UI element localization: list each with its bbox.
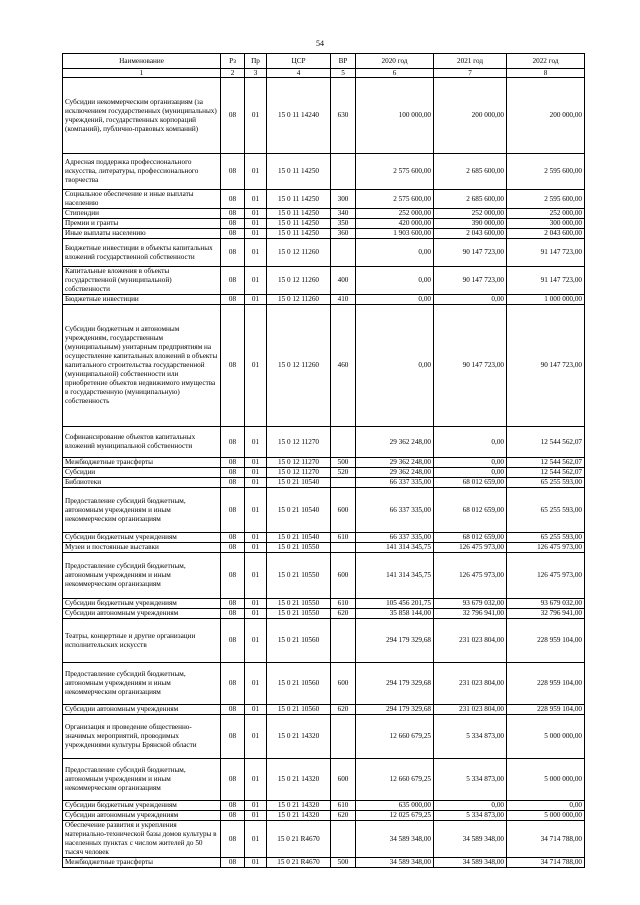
row-rz: 08 [221, 295, 245, 305]
row-name: Субсидии автономным учреждениям [63, 609, 221, 619]
row-2020: 66 337 335,00 [356, 478, 434, 488]
row-pr: 01 [245, 858, 267, 868]
row-csr: 15 0 21 14320 [267, 811, 331, 821]
row-2022: 93 679 032,00 [507, 599, 585, 609]
row-2020: 35 858 144,00 [356, 609, 434, 619]
row-name: Адресная поддержка профессионального искусства, литературы, профессионального творчества [63, 154, 221, 190]
row-2021: 0,00 [434, 427, 507, 458]
row-pr: 01 [245, 468, 267, 478]
row-2021: 126 475 973,00 [434, 553, 507, 599]
row-name: Премии и гранты [63, 219, 221, 229]
row-pr: 01 [245, 533, 267, 543]
row-2021: 90 147 723,00 [434, 239, 507, 267]
column-number: 3 [245, 69, 267, 78]
row-csr: 15 0 12 11260 [267, 239, 331, 267]
table-row [63, 190, 585, 209]
header-row [63, 54, 585, 69]
row-csr: 15 0 11 14250 [267, 229, 331, 239]
row-vr: 360 [331, 229, 356, 239]
row-rz: 08 [221, 543, 245, 553]
row-csr: 15 0 21 10550 [267, 553, 331, 599]
row-csr: 15 0 11 14240 [267, 78, 331, 154]
row-2020: 34 589 348,00 [356, 858, 434, 868]
row-rz: 08 [221, 759, 245, 801]
column-number: 6 [356, 69, 434, 78]
row-vr: 500 [331, 858, 356, 868]
table-row [63, 543, 585, 553]
row-2021: 231 023 804,00 [434, 619, 507, 663]
row-2022: 12 544 562,07 [507, 427, 585, 458]
row-2022: 200 000,00 [507, 78, 585, 154]
budget-table [62, 53, 585, 868]
row-rz: 08 [221, 267, 245, 295]
header-csr: ЦСР [267, 54, 331, 69]
row-name: Стипендии [63, 209, 221, 219]
row-name: Межбюджетные трансферты [63, 458, 221, 468]
row-rz: 08 [221, 209, 245, 219]
table-row [63, 239, 585, 267]
row-2020: 34 589 348,00 [356, 821, 434, 858]
row-vr: 620 [331, 705, 356, 715]
row-name: Библиотеки [63, 478, 221, 488]
row-2021: 34 589 348,00 [434, 821, 507, 858]
row-2021: 68 012 659,00 [434, 478, 507, 488]
row-pr: 01 [245, 154, 267, 190]
row-2020: 0,00 [356, 267, 434, 295]
row-pr: 01 [245, 488, 267, 533]
row-csr: 15 0 12 11270 [267, 468, 331, 478]
row-pr: 01 [245, 619, 267, 663]
row-rz: 08 [221, 821, 245, 858]
header-2021: 2021 год [434, 54, 507, 69]
header-2020: 2020 год [356, 54, 434, 69]
row-vr [331, 427, 356, 458]
row-2020: 1 903 600,00 [356, 229, 434, 239]
row-2021: 126 475 973,00 [434, 543, 507, 553]
row-2021: 5 334 873,00 [434, 811, 507, 821]
row-name: Предоставление субсидий бюджетным, автономным учреждениям и иным некоммерческим организациям [63, 759, 221, 801]
table-row [63, 458, 585, 468]
row-vr [331, 715, 356, 759]
table-row [63, 821, 585, 858]
row-2020: 294 179 329,68 [356, 705, 434, 715]
row-2021: 68 012 659,00 [434, 488, 507, 533]
table-row [63, 267, 585, 295]
row-csr: 15 0 12 11260 [267, 295, 331, 305]
row-rz: 08 [221, 229, 245, 239]
row-2022: 91 147 723,00 [507, 239, 585, 267]
row-vr: 620 [331, 811, 356, 821]
column-number: 4 [267, 69, 331, 78]
row-pr: 01 [245, 209, 267, 219]
row-2022: 5 000 000,00 [507, 759, 585, 801]
row-2022: 228 959 104,00 [507, 619, 585, 663]
table-row [63, 759, 585, 801]
table-row [63, 305, 585, 427]
table-row [63, 219, 585, 229]
row-name: Театры, концертные и другие организации исполнительских искусств [63, 619, 221, 663]
row-2020: 141 314 345,75 [356, 543, 434, 553]
row-2021: 231 023 804,00 [434, 705, 507, 715]
table-row [63, 599, 585, 609]
row-pr: 01 [245, 609, 267, 619]
row-2022: 91 147 723,00 [507, 267, 585, 295]
row-csr: 15 0 11 14250 [267, 209, 331, 219]
row-rz: 08 [221, 305, 245, 427]
row-vr: 460 [331, 305, 356, 427]
row-pr: 01 [245, 801, 267, 811]
row-2020: 12 660 679,25 [356, 759, 434, 801]
row-2022: 300 000,00 [507, 219, 585, 229]
row-2021: 93 679 032,00 [434, 599, 507, 609]
column-number: 1 [63, 69, 221, 78]
row-csr: 15 0 21 10550 [267, 543, 331, 553]
row-csr: 15 0 11 14250 [267, 219, 331, 229]
row-2021: 0,00 [434, 295, 507, 305]
row-rz: 08 [221, 609, 245, 619]
row-rz: 08 [221, 619, 245, 663]
row-rz: 08 [221, 801, 245, 811]
row-name: Межбюджетные трансферты [63, 858, 221, 868]
row-2022: 12 544 562,07 [507, 458, 585, 468]
row-vr: 410 [331, 295, 356, 305]
row-2020: 100 000,00 [356, 78, 434, 154]
row-name: Иные выплаты населению [63, 229, 221, 239]
row-rz: 08 [221, 811, 245, 821]
row-name: Социальное обеспечение и иные выплаты населению [63, 190, 221, 209]
table-row [63, 478, 585, 488]
row-pr: 01 [245, 190, 267, 209]
row-vr: 300 [331, 190, 356, 209]
row-pr: 01 [245, 759, 267, 801]
row-rz: 08 [221, 468, 245, 478]
row-vr [331, 543, 356, 553]
row-2022: 0,00 [507, 801, 585, 811]
row-vr: 630 [331, 78, 356, 154]
row-2020: 252 000,00 [356, 209, 434, 219]
column-number-row [63, 69, 585, 78]
row-2022: 90 147 723,00 [507, 305, 585, 427]
row-2021: 390 000,00 [434, 219, 507, 229]
row-2020: 294 179 329,68 [356, 619, 434, 663]
row-2021: 32 796 941,00 [434, 609, 507, 619]
column-number: 5 [331, 69, 356, 78]
row-vr: 610 [331, 533, 356, 543]
row-2022: 2 595 600,00 [507, 190, 585, 209]
row-2022: 34 714 788,00 [507, 821, 585, 858]
row-vr: 610 [331, 599, 356, 609]
table-row [63, 553, 585, 599]
row-rz: 08 [221, 239, 245, 267]
row-pr: 01 [245, 553, 267, 599]
row-2021: 90 147 723,00 [434, 267, 507, 295]
row-2021: 200 000,00 [434, 78, 507, 154]
table-row [63, 663, 585, 705]
row-2022: 5 000 000,00 [507, 811, 585, 821]
row-name: Субсидии автономным учреждениям [63, 705, 221, 715]
row-name: Предоставление субсидий бюджетным, автономным учреждениям и иным некоммерческим организациям [63, 553, 221, 599]
table-row [63, 811, 585, 821]
row-csr: 15 0 21 10540 [267, 533, 331, 543]
header-2022: 2022 год [507, 54, 585, 69]
row-csr: 15 0 21 10560 [267, 619, 331, 663]
row-2021: 2 685 600,00 [434, 190, 507, 209]
table-row [63, 154, 585, 190]
row-2022: 228 959 104,00 [507, 705, 585, 715]
row-rz: 08 [221, 427, 245, 458]
row-name: Субсидии [63, 468, 221, 478]
row-vr [331, 619, 356, 663]
row-pr: 01 [245, 478, 267, 488]
row-rz: 08 [221, 488, 245, 533]
header-vr: ВР [331, 54, 356, 69]
table-row [63, 427, 585, 458]
row-name: Музеи и постоянные выставки [63, 543, 221, 553]
row-name: Капитальные вложения в объекты государственной (муниципальной) собственности [63, 267, 221, 295]
row-pr: 01 [245, 599, 267, 609]
row-name: Предоставление субсидий бюджетным, автономным учреждениям и иным некоммерческим организациям [63, 663, 221, 705]
row-2020: 12 025 679,25 [356, 811, 434, 821]
header-rz: Рз [221, 54, 245, 69]
row-csr: 15 0 11 14250 [267, 190, 331, 209]
row-pr: 01 [245, 229, 267, 239]
row-rz: 08 [221, 599, 245, 609]
row-vr: 600 [331, 488, 356, 533]
row-name: Софинансирование объектов капитальных вложений муниципальной собственности [63, 427, 221, 458]
row-csr: 15 0 21 14320 [267, 801, 331, 811]
row-2020: 2 575 600,00 [356, 154, 434, 190]
row-pr: 01 [245, 427, 267, 458]
row-vr [331, 478, 356, 488]
row-pr: 01 [245, 811, 267, 821]
row-2020: 105 456 201,75 [356, 599, 434, 609]
table-row [63, 609, 585, 619]
row-rz: 08 [221, 663, 245, 705]
row-2021: 2 685 600,00 [434, 154, 507, 190]
row-vr [331, 154, 356, 190]
row-vr: 500 [331, 458, 356, 468]
row-2020: 294 179 329,68 [356, 663, 434, 705]
row-2022: 228 959 104,00 [507, 663, 585, 705]
row-vr: 520 [331, 468, 356, 478]
row-csr: 15 0 12 11260 [267, 267, 331, 295]
table-row [63, 78, 585, 154]
row-pr: 01 [245, 305, 267, 427]
row-pr: 01 [245, 458, 267, 468]
row-csr: 15 0 21 10560 [267, 663, 331, 705]
row-csr: 15 0 21 10540 [267, 488, 331, 533]
row-pr: 01 [245, 267, 267, 295]
row-csr: 15 0 21 10560 [267, 705, 331, 715]
row-2020: 29 362 248,00 [356, 427, 434, 458]
row-2020: 141 314 345,75 [356, 553, 434, 599]
row-vr: 610 [331, 801, 356, 811]
row-2022: 126 475 973,00 [507, 553, 585, 599]
row-rz: 08 [221, 533, 245, 543]
table-row [63, 209, 585, 219]
row-csr: 15 0 21 10550 [267, 609, 331, 619]
row-name: Обеспечение развития и укрепления материально-технической базы домов культуры в населенных пунктах с числом жителей до 50 тысяч человек [63, 821, 221, 858]
row-name: Субсидии некоммерческим организациям (за исключением государственных (муниципальных) учреждений, государственных корпораций (компаний), публично-правовых компаний) [63, 78, 221, 154]
row-vr [331, 821, 356, 858]
row-2020: 0,00 [356, 239, 434, 267]
table-row [63, 295, 585, 305]
row-2022: 252 000,00 [507, 209, 585, 219]
row-csr: 15 0 21 R4670 [267, 858, 331, 868]
row-name: Бюджетные инвестиции [63, 295, 221, 305]
row-name: Бюджетные инвестиции в объекты капитальных вложений государственной собственности [63, 239, 221, 267]
table-row [63, 468, 585, 478]
row-name: Субсидии бюджетным учреждениям [63, 801, 221, 811]
row-name: Субсидии автономным учреждениям [63, 811, 221, 821]
row-2022: 65 255 593,00 [507, 478, 585, 488]
header-name: Наименование [63, 54, 221, 69]
row-vr: 600 [331, 759, 356, 801]
row-2022: 65 255 593,00 [507, 533, 585, 543]
row-2022: 2 043 600,00 [507, 229, 585, 239]
table-row [63, 229, 585, 239]
row-2020: 2 575 600,00 [356, 190, 434, 209]
column-number: 2 [221, 69, 245, 78]
row-2020: 635 000,00 [356, 801, 434, 811]
row-pr: 01 [245, 239, 267, 267]
row-csr: 15 0 21 14320 [267, 715, 331, 759]
row-csr: 15 0 12 11260 [267, 305, 331, 427]
row-rz: 08 [221, 715, 245, 759]
row-name: Субсидии бюджетным учреждениям [63, 599, 221, 609]
table-row [63, 715, 585, 759]
table-row [63, 619, 585, 663]
row-vr: 340 [331, 209, 356, 219]
row-2020: 66 337 335,00 [356, 488, 434, 533]
row-vr [331, 239, 356, 267]
row-2020: 12 660 679,25 [356, 715, 434, 759]
row-vr: 620 [331, 609, 356, 619]
row-2022: 1 000 000,00 [507, 295, 585, 305]
row-name: Субсидии бюджетным учреждениям [63, 533, 221, 543]
row-2020: 29 362 248,00 [356, 468, 434, 478]
row-2020: 0,00 [356, 305, 434, 427]
row-rz: 08 [221, 858, 245, 868]
row-vr: 600 [331, 553, 356, 599]
row-2020: 29 362 248,00 [356, 458, 434, 468]
row-2021: 2 043 600,00 [434, 229, 507, 239]
row-csr: 15 0 12 11270 [267, 427, 331, 458]
table-row [63, 801, 585, 811]
row-2021: 90 147 723,00 [434, 305, 507, 427]
table-row [63, 858, 585, 868]
page-number: 54 [316, 39, 324, 48]
row-2021: 252 000,00 [434, 209, 507, 219]
row-2020: 0,00 [356, 295, 434, 305]
row-2021: 0,00 [434, 468, 507, 478]
row-2022: 5 000 000,00 [507, 715, 585, 759]
row-rz: 08 [221, 78, 245, 154]
row-name: Предоставление субсидий бюджетным, автономным учреждениям и иным некоммерческим организациям [63, 488, 221, 533]
row-2022: 34 714 788,00 [507, 858, 585, 868]
row-rz: 08 [221, 478, 245, 488]
row-2021: 5 334 873,00 [434, 759, 507, 801]
row-name: Субсидии бюджетным и автономным учреждениям, государственным (муниципальным) унитарным предприятиям на осуществление капитальных вложений в объекты капитального строительства государственной (муниципальной) собственности или приобретение объектов недвижимого имущества в государственную (муниципальную) собственность [63, 305, 221, 427]
row-vr: 600 [331, 663, 356, 705]
row-2021: 0,00 [434, 801, 507, 811]
row-rz: 08 [221, 154, 245, 190]
column-number: 7 [434, 69, 507, 78]
header-pr: Пр [245, 54, 267, 69]
row-csr: 15 0 11 14250 [267, 154, 331, 190]
row-pr: 01 [245, 219, 267, 229]
row-2020: 420 000,00 [356, 219, 434, 229]
row-csr: 15 0 21 10550 [267, 599, 331, 609]
row-rz: 08 [221, 553, 245, 599]
row-2021: 231 023 804,00 [434, 663, 507, 705]
row-2022: 126 475 973,00 [507, 543, 585, 553]
row-name: Организация и проведение общественно-значимых мероприятий, проводимых учреждениями культуры Брянской области [63, 715, 221, 759]
row-2020: 66 337 335,00 [356, 533, 434, 543]
row-pr: 01 [245, 821, 267, 858]
row-rz: 08 [221, 458, 245, 468]
row-csr: 15 0 21 10540 [267, 478, 331, 488]
row-2022: 65 255 593,00 [507, 488, 585, 533]
row-2021: 34 589 348,00 [434, 858, 507, 868]
column-number: 8 [507, 69, 585, 78]
row-csr: 15 0 21 R4670 [267, 821, 331, 858]
row-pr: 01 [245, 543, 267, 553]
table-row [63, 488, 585, 533]
row-2022: 12 544 562,07 [507, 468, 585, 478]
row-pr: 01 [245, 295, 267, 305]
row-2022: 2 595 600,00 [507, 154, 585, 190]
row-vr: 350 [331, 219, 356, 229]
row-vr: 400 [331, 267, 356, 295]
row-rz: 08 [221, 705, 245, 715]
row-pr: 01 [245, 715, 267, 759]
row-csr: 15 0 12 11270 [267, 458, 331, 468]
row-2021: 68 012 659,00 [434, 533, 507, 543]
table-row [63, 705, 585, 715]
row-pr: 01 [245, 663, 267, 705]
row-pr: 01 [245, 78, 267, 154]
row-rz: 08 [221, 190, 245, 209]
row-2021: 0,00 [434, 458, 507, 468]
table-row [63, 533, 585, 543]
row-2022: 32 796 941,00 [507, 609, 585, 619]
row-csr: 15 0 21 14320 [267, 759, 331, 801]
row-pr: 01 [245, 705, 267, 715]
row-2021: 5 334 873,00 [434, 715, 507, 759]
row-rz: 08 [221, 219, 245, 229]
